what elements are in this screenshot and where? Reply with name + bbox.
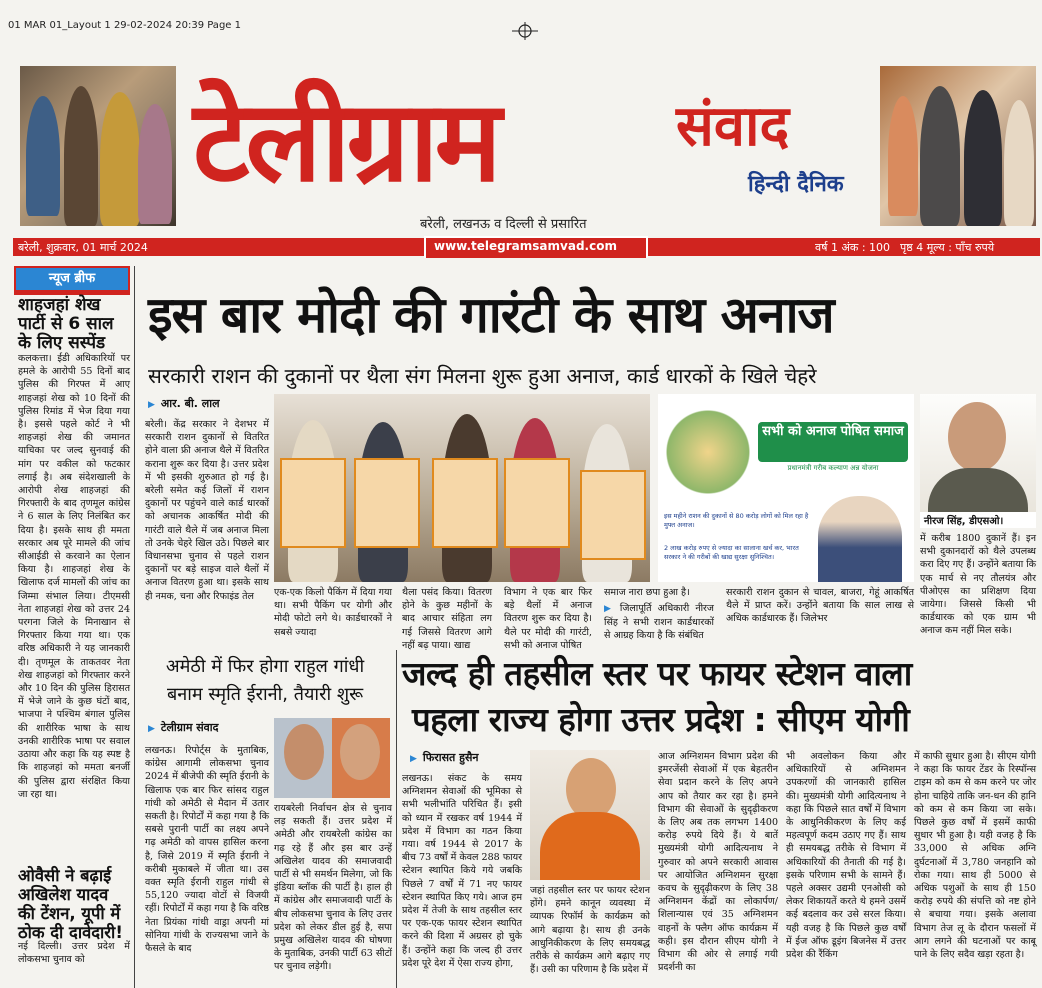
amethi-headline-line2: बनाम स्मृति ईरानी, तैयारी शुरू	[166, 684, 364, 705]
masthead-photo-left	[20, 66, 176, 226]
main-subhead: सरकारी राशन की दुकानों पर थैला संग मिलना शुरू हुआ अनाज, कार्ड धारकों के खिले चेहरे	[148, 364, 817, 388]
left-column-divider	[134, 266, 135, 988]
ration-bag-photo	[274, 394, 650, 582]
amethi-col-2: रायबरेली निर्वाचन क्षेत्र से चुनाव लड़ सकती हैं। उत्तर प्रदेश में अमेठी और रायबरेली कांग्रेस का गढ़ रहे हैं और इस बार उन्हें अखिलेश यादव की समाजवादी पार्टी से भी समर्थन मिलेगा, जो कि इंडिया ब्लॉक की पार्टी है। हाल ही में कांग्रेस और समाजवादी पार्टी के बीच लोकसभा चुनाव के लिए उत्तर प्रदेश को लेकर डील हुई है, सपा प्रमुख अखिलेश यादव की घोषणा के मुताबिक, उनकी पार्टी 63 सीटों पर चुनाव लड़ेगी।	[274, 803, 392, 973]
masthead-subtitle: हिन्दी दैनिक	[748, 172, 844, 197]
main-col-2: एक-एक किलो पैकिंग में दिया गया था। सभी पैकिंग पर योगी और मोदी फोटो लगे थे। कार्डधारकों ने सबसे ज्यादा	[274, 587, 392, 638]
brief-body-2: नई दिल्ली। उत्तर प्रदेश में लोकसभा चुनाव को	[18, 941, 130, 966]
fire-col-3: आज अग्निशमन विभाग प्रदेश की इमरजेंसी सेवाओं में एक बेहतरीन सेवा प्रदान करने के लिए अपने आप को तैयार कर रहा है। हमने विभाग की सेवाओं के सुदृढ़ीकरण के लिए अब तक लगभग 1400 करोड़ रुपये दिये हैं। ये बातें मुख्यमंत्री योगी आदित्यनाथ ने गुरुवार को अपने सरकारी आवास पर आयोजित अग्निशमन सुरक्षा कवच के सुदृढ़ीकरण के लिए 38 अग्निशमन केंद्रों का लोकार्पण/शिलान्यास एवं 35 अग्निशमन वाहनों के फ्लैग ऑफ कार्यक्रम में कही। इस दौरान सीएम योगी ने विभाग की ओर से लगाई गयी प्रदर्शनी का	[658, 751, 778, 974]
pages-price: पृष्ठ 4 मूल्य : पाँच रुपये	[900, 241, 995, 254]
fire-headline-line1: जल्द ही तहसील स्तर पर फायर स्टेशन वाला	[402, 654, 912, 693]
main-col-5b: ▶ जिलापूर्ति अधिकारी नीरज सिंह ने सभी राशन कार्डधारकों से आग्रह किया है कि संबंधित	[604, 603, 714, 642]
amethi-headline-line1: अमेठी में फिर होगा राहुल गांधी	[165, 656, 365, 677]
byline-triangle-icon: ▶	[148, 724, 155, 734]
amethi-col-1: लखनऊ। रिपोर्ट्स के मुताबिक, कांग्रेस आगामी लोकसभा चुनाव 2024 में बीजेपी की स्मृति ईरानी के खिलाफ एक बार फिर सांसद राहुल गांधी को अमेठी से मैदान में उतार सकती है। रिपोर्टों में कहा गया है कि सबसे पुरानी पार्टी का लक्ष्य अपने गढ़ अमेठी को वापस हासिल करना है, जिसे 2019 में स्मृति ईरानी ने करीबी मुकाबले में जीता था। उस वक्त स्मृति ईरानी राहुल गांधी से 55,120 ज्यादा वोटों से विजयी रहीं। रिपोर्टों में कहा गया है कि वरिष्ठ नेता प्रियंका गांधी वाड्रा अपनी मां सोनिया गांधी के राज्यसभा जाने के फैसले के बाद	[145, 745, 269, 955]
ad-point-1: इस महीने राशन की दुकानों से 80 करोड़ लोगों को मिल रहा है मुफ्त अनाज।	[664, 512, 809, 529]
amethi-byline: ▶ टेलीग्राम संवाद	[148, 721, 219, 734]
ad-point-2: 2 लाख करोड़ रुपए से ज्यादा का सालाना खर्च कर, भारत सरकार ने की गरीबों की खाद्य सुरक्षा सुनिश्चित।	[664, 544, 799, 561]
fire-headline-line2: पहला राज्य होगा उत्तर प्रदेश : सीएम योगी	[412, 700, 910, 739]
main-col-7: में करीब 1800 दुकानें हैं। इन सभी दुकानदारों को थैले उपलब्ध करा दिए गए हैं। उन्होंने बताया कि एक मार्च से नए तौलयंत्र और पीओएस का प्रशिक्षण दिया जायेगा। जिससे किसी भी कार्डधारक को एक ग्राम भी अनाज कम नहीं मिल सके।	[920, 533, 1036, 637]
main-headline: इस बार मोदी की गारंटी के साथ अनाज	[148, 286, 834, 344]
ad-banner: सभी को अनाज पोषित समाज	[758, 422, 908, 462]
main-col-6: सरकारी राशन दुकान से चावल, बाजरा, गेहूं आकर्षित थैले में प्राप्त करें। उन्होंने बताया कि साल लाख से अधिक कार्डधारक हैं। जिलेभर	[726, 587, 914, 625]
dso-portrait-photo	[920, 394, 1036, 512]
main-col-1: बरेली। केंद्र सरकार ने देशभर में सरकारी राशन दुकानों से वितरित होने वाला फ्री अनाज थैले में वितरित कराना शुरू कर दिया है। उत्तर प्रदेश में भी इसकी शुरुआत हो गई है। बरेली समेत कई जिलों में राशन दुकानों पर पहुंचने वाले कार्ड धारकों को अचानक आकर्षित मोदी की गारंटी वाले थैले में जब अनाज मिला तो उनके चेहरे खिल उठे। पिछले बार विधानसभा चुनाव से पहले राशन दुकानों पर बड़े साइज वाले थैलों में अनाज वितरण हुआ था। इसके साथ ही नमक, चना और रिफाइंड तेल	[145, 419, 269, 602]
masthead-tagline: बरेली, लखनऊ व दिल्ली से प्रसारित	[420, 217, 587, 232]
main-col-4: विभाग ने एक बार फिर बड़े थैलों में अनाज वितरण शुरू कर दिया है। थैले पर मोदी की गारंटी, सभी को अनाज पोषित	[504, 587, 592, 651]
main-col-5a: समाज नारा छपा हुआ है।	[604, 587, 690, 598]
registration-mark-icon	[512, 22, 538, 40]
masthead-photo-right	[880, 66, 1036, 226]
volume-number: वर्ष 1 अंक : 100	[815, 241, 891, 254]
dateline: बरेली, शुक्रवार, 01 मार्च 2024	[18, 241, 148, 254]
main-col-3: थैला पसंद किया। वितरण होने के कुछ महीनों के बाद आचार संहिता लग गई जिससे वितरण आगे नहीं बढ़ पाया। खाद्य	[402, 587, 492, 651]
rahul-smriti-photo	[274, 718, 390, 798]
fire-col-1: लखनऊ। संकट के समय अग्निशमन सेवाओं की भूमिका से सभी भलीभांति परिचित हैं। इसी को ध्यान में रखकर वर्ष 1944 में प्रदेश में विभाग का गठन किया गया। वर्ष 1944 से 2017 के बीच 73 वर्षों में केवल 288 फायर स्टेशन स्थापित किये गये जबकि पिछले 7 वर्षों में 71 नए फायर स्टेशन स्थापित किए गये। आज हम प्रदेश में तेजी के साथ तहसील स्तर पर एक-एक फायर स्टेशन स्थापित करने की दिशा में अग्रसर हो चुके हैं। उन्होंने कहा कि जल्द ही उत्तर प्रदेश पूरे देश में ऐसा राज्य होगा,	[402, 773, 522, 969]
portrait-caption: नीरज सिंह, डीएसओ।	[920, 512, 1036, 528]
masthead-title: टेलीग्राम	[193, 77, 498, 207]
website-link[interactable]: www.telegramsamvad.com	[434, 239, 617, 253]
byline-triangle-icon: ▶	[148, 400, 155, 410]
brief-headline-2: ओवैसी ने बढ़ाई अखिलेश यादव की टेंशन, यूपी में ठोक दी दावेदारी!	[18, 866, 123, 942]
brief-headline-1: शाहजहां शेख पार्टी से 6 साल के लिए सस्पेंड	[18, 295, 114, 353]
print-slug: 01 MAR 01_Layout 1 29-02-2024 20:39 Page 1	[8, 20, 241, 31]
brief-body-1: कलकत्ता। ईडी अधिकारियों पर हमले के आरोपी 55 दिनों बाद पुलिस की गिरफ्त में आए शाहजहां शेख को 10 दिनों की पुलिस रिमांड में भेज दिया गया है। इससे पहले कोर्ट ने भी शाहजहां शेख की जमानत याचिका पर जल्द सुनवाई की मांग पर वकील को फटकार लगाई है। अब संदेशखाली के आरोपी शेख शाहजहां की गिरफ्तारी के बाद तृणमूल कांग्रेस ने 6 साल के लिए निलंबित कर दिया है। इसके साथ ही ममता सरकार अब पूरे मामले की जांच सीआईडी से करवाने का ऐलान किया है। शाहजहां शेख के खिलाफ दर्ज मामलों की जांच का जिम्मा संभाल लिया। टीएमसी नेता शाहजहां शेख को उत्तर 24 परगना जिले के मिनाखान से गिरफ्तार किया गया था। एक वरिष्ठ अधिकारी ने यह जानकारी दी। तृणमूल के ताकतवर नेता शेख शाहजहां को गिरफ्तार करने और 10 दिन की पुलिस हिरासत में भेजे जाने के कुछ घंटों बाद, भाजपा ने पश्चिम बंगाल पुलिस की शारीरिक भाषा के साथ उनकी शारीरिक भाषा पर सवाल उठाया और कहा कि यह स्पष्ट है कि शाहजहां को ममता बनर्जी की पुलिस द्वारा संरक्षित किया जा रहा था।	[18, 353, 130, 800]
byline-triangle-icon: ▶	[410, 754, 417, 764]
scheme-advertisement	[658, 394, 914, 582]
fire-col-4: भी अवलोकन किया और अधिकारियों से अग्निशमन उपकरणों की जानकारी हासिल की। मुख्यमंत्री योगी आदित्यनाथ ने कहा कि पिछले सात वर्षों में विभाग के आधुनिकीकरण के लिए कई महत्वपूर्ण कदम उठाए गए हैं। साथ ही समयबद्ध तरीके से विभाग में अधिकारियों की तैनाती की गई है। इसके परिणाम सभी के सामने हैं। पहले अक्सर उद्यमी एनओसी को लेकर शिकायतें करते थे हमने उसमें कई बदलाव कर उसे सरल किया। यही वजह है कि पिछले कुछ वर्षों में ईज ऑफ डूइंग बिजनेस में उत्तर प्रदेश की रैंकिंग	[786, 751, 906, 961]
fire-col-5: में काफी सुधार हुआ है। सीएम योगी ने कहा कि फायर टेंडर के रिस्पॉन्स टाइम को कम से कम करने पर जोर होना चाहिये ताकि जन-धन की हानि को कम से कम किया जा सके। पिछले कुछ वर्षों में इसमें काफी सुधार भी हुआ है। यही वजह है कि 33,000 से अधिक अग्नि दुर्घटनाओं में 3,780 जनहानि को रोका गया। साथ ही 5000 से अधिक पशुओं के साथ ही 150 करोड़ रुपये की संपत्ति को नष्ट होने से बचाया गया। इसके अलावा विभाग तेज लू के दौरान फसलों में आग लगने की घटनाओं पर काबू पाने के लिए सदैव खड़ा रहता है।	[914, 751, 1036, 961]
main-byline: ▶ आर. बी. लाल	[148, 397, 220, 410]
ad-subtitle: प्रधानमंत्री गरीब कल्याण अन्न योजना	[787, 464, 879, 472]
news-brief-label: न्यूज ब्रीफ	[14, 266, 130, 292]
ad-portrait	[818, 496, 902, 582]
masthead-title-samvad: संवाद	[676, 94, 790, 159]
amethi-divider	[396, 650, 397, 988]
yogi-photo	[530, 750, 650, 880]
fire-byline: ▶ फिरासत हुसैन	[410, 751, 479, 764]
fire-col-2: जहां तहसील स्तर पर फायर स्टेशन होंगे। हमने कानून व्यवस्था में व्यापक रिफॉर्म के कार्यक्रम को आगे बढ़ाया है। साथ ही उनके आधुनिकीकरण के लिए समयबद्ध तरीके से कार्यक्रम आगे बढ़ाए गए हैं। उसी का परिणाम है कि प्रदेश में	[530, 885, 650, 976]
ad-family-illustration	[662, 402, 754, 502]
